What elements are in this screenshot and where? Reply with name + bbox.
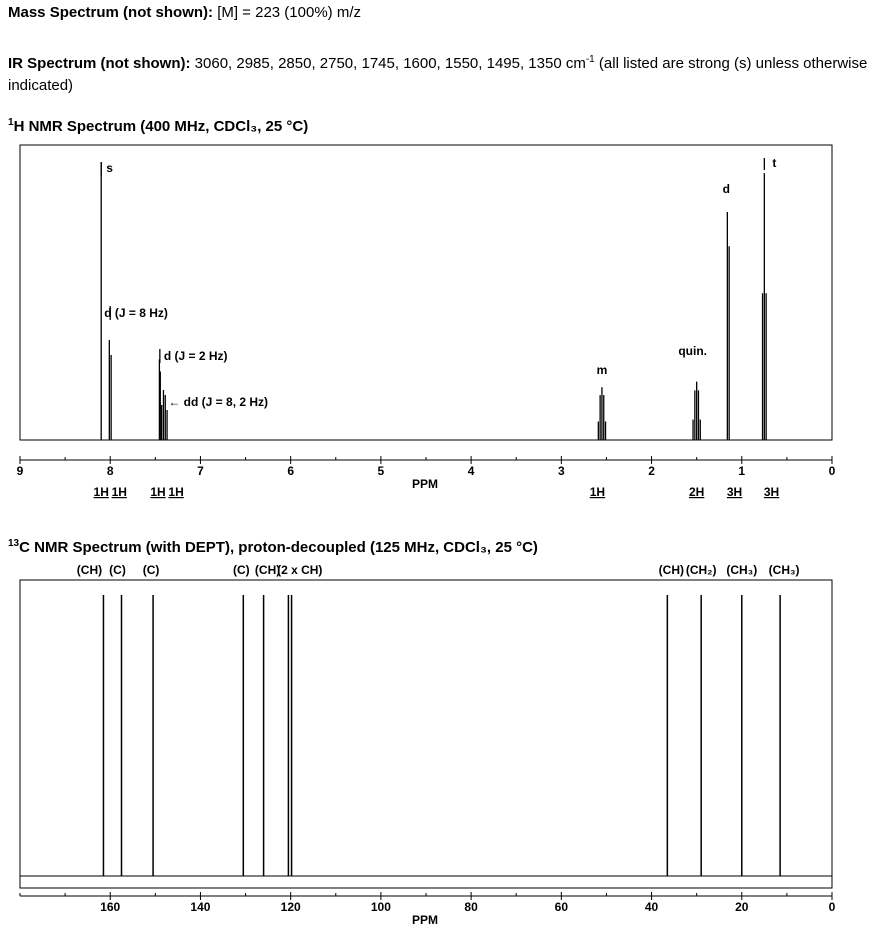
h-nmr-tick-label: 8 [106, 464, 114, 478]
h-nmr-tick-label: 7 [197, 464, 204, 478]
h-nmr-tick-label: 9 [16, 464, 24, 478]
h-nmr-peak-label-d: d [722, 182, 730, 196]
h-nmr-tick-label: 6 [287, 464, 295, 478]
ir-unit-superscript: -1 [585, 54, 595, 65]
mass-spectrum-line [8, 4, 361, 21]
c-nmr-tick-label: 0 [828, 900, 836, 914]
h-nmr-tick-label: 5 [377, 464, 385, 478]
c-nmr-tick-label: 40 [644, 900, 659, 914]
mass-spectrum-label: Mass Spectrum (not shown): [8, 4, 214, 21]
c-nmr-dept-label: (C) [142, 563, 160, 577]
h-nmr-tick-label: 3 [557, 464, 565, 478]
c-nmr-title [8, 538, 538, 556]
c-nmr-dept-label: (CH) [254, 563, 281, 577]
h-nmr-integration: 3H [763, 485, 780, 499]
c-nmr-tick-label: 100 [370, 900, 391, 914]
h-nmr-tick-label: 0 [828, 464, 836, 478]
h-nmr-tick-label: 1 [738, 464, 746, 478]
h-nmr-integration: 3H [726, 485, 743, 499]
c-nmr-dept-label: (C) [109, 563, 126, 577]
c-nmr-dept-label: (CH₃) [768, 563, 800, 577]
h-nmr-integration: 2H [688, 485, 705, 499]
c-nmr-title-text: C NMR Spectrum (with DEPT), proton-decoupled (125 MHz, CDCl₃, 25 °C) [19, 539, 538, 556]
c-nmr-title-superscript: 13 [8, 538, 20, 549]
h-nmr-tick-label: 4 [467, 464, 475, 478]
h-nmr-chart [0, 140, 887, 510]
ir-spectrum-note: (all listed are strong (s) unless otherwise indicated) [8, 55, 868, 94]
ir-spectrum-line [8, 49, 880, 97]
h-nmr-integration: 1H [589, 485, 606, 499]
h-nmr-peak-label-dd: ← dd (J = 8, 2 Hz) [168, 395, 269, 409]
h-nmr-title-superscript: 1 [8, 117, 14, 128]
h-nmr-x-axis-title: PPM [411, 477, 439, 491]
h-nmr-title-text: H NMR Spectrum (400 MHz, CDCl₃, 25 °C) [13, 118, 309, 135]
c-nmr-x-axis-title: PPM [411, 913, 439, 927]
c-nmr-tick-label: 80 [464, 900, 478, 914]
h-nmr-tick-label: 2 [648, 464, 655, 478]
mass-spectrum-value: [M] = 223 (100%) m/z [217, 4, 361, 21]
c-nmr-dept-label: (CH) [76, 563, 103, 577]
h-nmr-integration: 1H [111, 485, 127, 499]
h-nmr-peak-label-d-2hz: d (J = 2 Hz) [163, 349, 228, 363]
h-nmr-plot-frame [20, 145, 832, 440]
h-nmr-integration: 1H [93, 485, 109, 499]
ir-spectrum-values: 3060, 2985, 2850, 2750, 1745, 1600, 1550, 1495, 1350 cm [194, 55, 586, 72]
h-nmr-title [8, 117, 308, 135]
c-nmr-dept-label: (CH₃) [726, 563, 758, 577]
c-nmr-plot-frame [20, 580, 832, 888]
c-nmr-tick-label: 20 [735, 900, 749, 914]
h-nmr-peak-label-m: m [596, 363, 608, 377]
h-nmr-peak-label-d-8hz: d (J = 8 Hz) [104, 306, 168, 320]
h-nmr-integration: 1H [168, 485, 184, 499]
c-nmr-dept-label: (CH₂) [685, 563, 717, 577]
c-nmr-dept-label: (2 x CH) [277, 563, 323, 577]
h-nmr-peak-label-quin: quin. [678, 344, 708, 358]
c-nmr-chart [0, 560, 887, 939]
ir-spectrum-label: IR Spectrum (not shown): [8, 55, 191, 72]
c-nmr-tick-label: 160 [100, 900, 121, 914]
c-nmr-tick-label: 120 [280, 900, 301, 914]
c-nmr-dept-label: (C) [232, 563, 250, 577]
h-nmr-peak-label-s: s [106, 161, 113, 175]
h-nmr-integration: 1H [150, 485, 166, 499]
c-nmr-tick-label: 140 [190, 900, 211, 914]
c-nmr-dept-label: (CH) [658, 563, 685, 577]
h-nmr-peak-label-t: t [772, 156, 777, 170]
c-nmr-tick-label: 60 [554, 900, 569, 914]
